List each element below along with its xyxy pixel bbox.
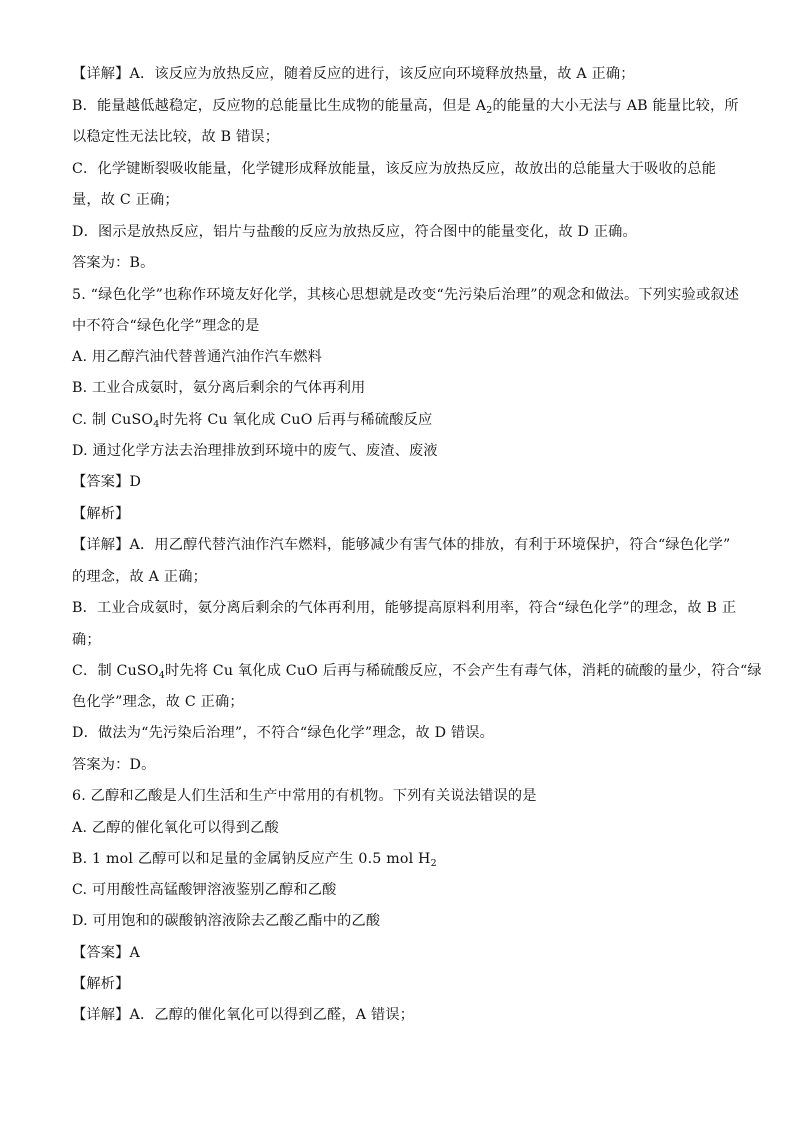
answer-line: 答案为：D。	[72, 757, 156, 773]
text-line: B．能量越低越稳定，反应物的总能量比生成物的能量高，但是 $A_2$的能量的大小无法与 AB 能量比较，所	[72, 98, 739, 116]
text-line: C．化学键断裂吸收能量，化学键形成释放能量，该反应为放热反应，故放出的总能量大于吸收的总能	[72, 161, 717, 177]
text-line: B．工业合成氨时，氨分离后剩余的气体再利用，能够提高原料利用率，符合“绿色化学”的理念，故 B 正	[72, 600, 737, 616]
option-b: B. 工业合成氨时，氨分离后剩余的气体再利用	[72, 380, 366, 396]
option-a: A. 乙醇的催化氧化可以得到乙酸	[72, 820, 279, 836]
text-line: 色化学”理念，故 C 正确；	[72, 694, 244, 710]
text-line: 量，故 C 正确；	[72, 192, 179, 208]
question-stem: 中不符合“绿色化学”理念的是	[72, 318, 260, 334]
answer-label: 【答案】A	[72, 945, 140, 961]
option-d: D. 可用饱和的碳酸钠溶液除去乙酸乙酯中的乙酸	[72, 913, 381, 929]
text-line: 的理念，故 A 正确；	[72, 569, 207, 585]
text-line: D．做法为“先污染后治理”，不符合“绿色化学”理念，故 D 错误。	[72, 725, 495, 741]
option-c: C. 制 CuSO$_4$时先将 Cu 氧化成 CuO 后再与稀硫酸反应	[72, 412, 433, 430]
option-a: A. 用乙醇汽油代替普通汽油作汽车燃料	[72, 349, 323, 365]
option-b: B. 1 mol 乙醇可以和足量的金属钠反应产生 0.5 mol $H_2$	[72, 851, 437, 869]
analysis-label: 【解析】	[72, 976, 130, 992]
analysis-label: 【解析】	[72, 506, 130, 522]
text-line: 【详解】A．用乙醇代替汽油作汽车燃料，能够减少有害气体的排放，有利于环境保护，符合“绿色化学”	[72, 537, 731, 553]
answer-line: 答案为：B。	[72, 255, 155, 271]
text-line: 确；	[72, 632, 101, 648]
text-line: C．制 CuSO$_4$时先将 Cu 氧化成 CuO 后再与稀硫酸反应，不会产生有毒气体，消耗的硫酸的量少，符合“绿	[72, 663, 762, 681]
text-line: 以稳定性无法比较，故 B 错误；	[72, 129, 280, 145]
text-line: 【详解】A．该反应为放热反应，随着反应的进行，该反应向环境释放热量，故 A 正确；	[72, 66, 635, 82]
question-stem: 6. 乙醇和乙酸是人们生活和生产中常用的有机物。下列有关说法错误的是	[72, 788, 537, 804]
option-d: D. 通过化学方法去治理排放到环境中的废气、废渣、废液	[72, 443, 438, 459]
question-stem: 5. “绿色化学”也称作环境友好化学，其核心思想就是改变“先污染后治理”的观念和做法。下列实验或叙述	[72, 287, 740, 303]
answer-label: 【答案】D	[72, 474, 142, 490]
option-c: C. 可用酸性高锰酸钾溶液鉴别乙醇和乙酸	[72, 882, 337, 898]
text-line: D．图示是放热反应，铝片与盐酸的反应为放热反应，符合图中的能量变化，故 D 正确。	[72, 224, 637, 240]
text-line: 【详解】A．乙醇的催化氧化可以得到乙醛，A 错误；	[72, 1007, 415, 1023]
